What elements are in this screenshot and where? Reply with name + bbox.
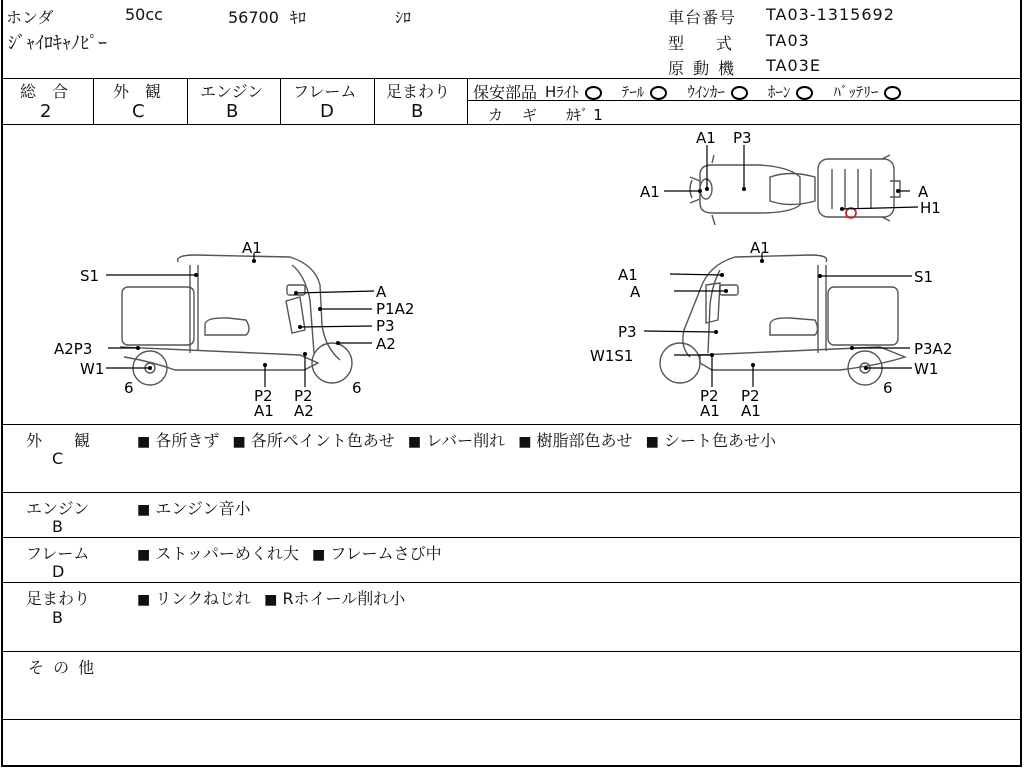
mileage-value: 56700 xyxy=(228,8,279,27)
divider xyxy=(1,537,1022,538)
bullet-square-icon: ■ xyxy=(407,434,422,450)
label-top-h1: H1 xyxy=(920,199,941,217)
safety-parts-label: 保安部品 xyxy=(473,83,538,102)
safety-item-label: ﾎｰﾝ xyxy=(767,83,791,101)
note-item: エンジン音小 xyxy=(155,499,251,518)
label-right-a1-left: A1 xyxy=(618,266,638,284)
label-left-a2-b: A2 xyxy=(294,402,314,420)
grade-overall-label: 総 合 xyxy=(20,82,69,101)
note-item: 各所ペイント色あせ xyxy=(250,431,395,450)
label-right-s1: S1 xyxy=(914,268,934,286)
note-label: エンジン xyxy=(26,499,90,518)
scooter-top-view-drawing xyxy=(690,155,900,225)
displacement: 50cc xyxy=(125,5,163,24)
grade-suspension-label: 足まわり xyxy=(386,82,451,101)
note-label: フレーム xyxy=(26,544,90,563)
engine-code-label: 原 動 機 xyxy=(668,59,737,78)
label-top-a: A xyxy=(918,183,929,201)
label-left-a1-b: A1 xyxy=(254,402,274,420)
note-items xyxy=(137,428,776,451)
label-right-a1-b: A1 xyxy=(741,402,761,420)
damage-diagram xyxy=(0,125,1024,425)
bullet-square-icon: ■ xyxy=(645,434,659,450)
label-left-p2-a: P2 xyxy=(254,387,273,405)
label-left-a2: A2 xyxy=(376,335,396,353)
label-right-a: A xyxy=(630,283,641,301)
note-items xyxy=(137,541,442,564)
grade-frame-label: フレーム xyxy=(293,82,357,101)
bullet-square-icon: ■ xyxy=(137,592,151,608)
divider xyxy=(1,424,1022,425)
key-label: カ ギ xyxy=(488,106,540,124)
note-item: フレームさび中 xyxy=(330,544,442,563)
note-grade: B xyxy=(52,608,63,627)
safety-item-battery xyxy=(833,81,901,102)
label-left-p1a2: P1A2 xyxy=(376,300,415,318)
divider xyxy=(374,78,375,125)
label-left-a: A xyxy=(376,283,387,301)
note-label: 外 観 xyxy=(26,431,91,450)
label-left-s1: S1 xyxy=(80,267,100,285)
label-right-a1: A1 xyxy=(750,239,770,257)
bullet-square-icon: ■ xyxy=(311,547,326,563)
note-grade: D xyxy=(52,562,65,581)
note-grade: C xyxy=(52,449,64,468)
present-circle-icon xyxy=(796,86,813,100)
label-right-p3: P3 xyxy=(618,323,637,341)
present-circle-icon xyxy=(731,86,748,100)
bullet-square-icon: ■ xyxy=(264,592,278,608)
leader-dots xyxy=(136,187,900,370)
safety-item-label: Hﾗｲﾄ xyxy=(545,83,579,101)
label-right-a1-a: A1 xyxy=(700,402,720,420)
safety-item-winker xyxy=(687,81,748,102)
label-left-a1: A1 xyxy=(242,239,262,257)
model-name: ｼﾞｬｲﾛｷｬﾉﾋﾟｰ xyxy=(8,33,107,54)
note-item: 各所きず xyxy=(155,431,220,450)
note-label: そ の 他 xyxy=(28,658,97,677)
label-top-a1: A1 xyxy=(696,129,716,147)
safety-item-headlight xyxy=(545,81,602,102)
label-left-6-front: 6 xyxy=(352,379,362,397)
grade-engine-label: エンジン xyxy=(200,82,264,101)
safety-item-tail xyxy=(622,81,668,102)
maker: ホンダ xyxy=(6,8,54,27)
safety-item-label: ｳｲﾝｶｰ xyxy=(687,83,725,101)
bullet-square-icon: ■ xyxy=(518,434,532,450)
label-left-a2p3: A2P3 xyxy=(54,340,93,358)
label-right-p2-a: P2 xyxy=(700,387,719,405)
divider xyxy=(93,78,94,125)
divider xyxy=(1,651,1022,652)
color: ｼﾛ xyxy=(395,8,412,27)
safety-item-label: ﾃｰﾙ xyxy=(621,83,645,101)
model-code-label: 型 式 xyxy=(668,34,733,53)
note-item: シート色あせ小 xyxy=(663,431,776,450)
model-code: TA03 xyxy=(766,31,810,50)
label-right-w1: W1 xyxy=(914,360,939,378)
note-grade: B xyxy=(52,517,63,536)
divider xyxy=(1,492,1022,493)
label-right-p2-b: P2 xyxy=(741,387,760,405)
bullet-square-icon: ■ xyxy=(137,547,151,563)
present-circle-icon xyxy=(884,86,901,100)
note-item: ストッパーめくれ大 xyxy=(155,544,299,563)
note-item: レバー削れ xyxy=(426,431,506,450)
frame-no: TA03-1315692 xyxy=(766,5,895,24)
divider xyxy=(1,719,1022,720)
grade-exterior-value: C xyxy=(132,101,145,122)
bullet-square-icon: ■ xyxy=(137,434,151,450)
mileage-unit: ｷﾛ xyxy=(290,8,307,27)
key-value: ｶｷﾞ 1 xyxy=(566,106,603,124)
frame-no-label: 車台番号 xyxy=(668,8,737,27)
grade-engine-value: B xyxy=(226,101,239,122)
label-right-w1s1: W1S1 xyxy=(590,347,634,365)
divider xyxy=(280,78,281,125)
label-top-p3: P3 xyxy=(733,129,752,147)
note-label: 足まわり xyxy=(26,589,91,608)
grade-exterior-label: 外 観 xyxy=(113,82,162,101)
divider xyxy=(187,78,188,125)
safety-item-horn xyxy=(768,81,814,102)
mileage xyxy=(228,5,306,28)
note-item: リンクねじれ xyxy=(155,589,252,608)
divider xyxy=(467,78,468,125)
grade-suspension-value: B xyxy=(411,101,424,122)
label-right-6-rear: 6 xyxy=(883,379,893,397)
note-items xyxy=(137,586,405,609)
present-circle-icon xyxy=(650,86,667,100)
bullet-square-icon: ■ xyxy=(137,502,151,518)
label-left-6-rear: 6 xyxy=(124,379,134,397)
note-items xyxy=(137,496,251,519)
grade-overall-value: 2 xyxy=(40,101,52,122)
note-item: 樹脂部色あせ xyxy=(536,431,633,450)
label-left-p2-b: P2 xyxy=(294,387,313,405)
present-circle-icon xyxy=(585,86,602,100)
safety-parts xyxy=(473,80,901,103)
label-left-w1: W1 xyxy=(80,360,105,378)
label-top-a1-left: A1 xyxy=(640,183,660,201)
label-right-p3a2: P3A2 xyxy=(914,340,953,358)
label-left-p3: P3 xyxy=(376,317,395,335)
engine-code: TA03E xyxy=(766,56,821,75)
note-item: Rホイール削れ小 xyxy=(282,589,406,608)
bullet-square-icon: ■ xyxy=(232,434,246,450)
grade-frame-value: D xyxy=(320,101,334,122)
divider xyxy=(1,582,1022,583)
safety-item-label: ﾊﾞｯﾃﾘｰ xyxy=(833,83,879,101)
